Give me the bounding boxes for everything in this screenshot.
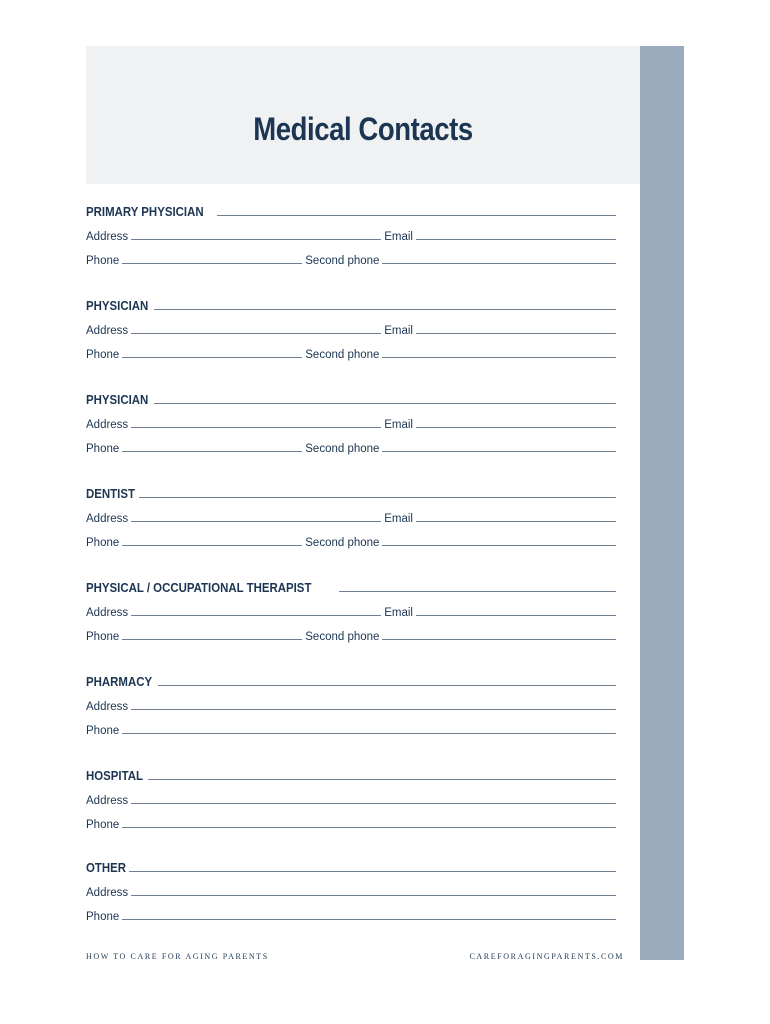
name-field[interactable]: [148, 779, 616, 780]
phone-field[interactable]: [122, 733, 616, 734]
section-primary-physician: [86, 196, 616, 268]
phone-field[interactable]: [122, 357, 302, 358]
address-field[interactable]: [131, 709, 616, 710]
section-heading: PHYSICAL / OCCUPATIONAL THERAPIST: [86, 580, 312, 595]
section-hospital: [86, 760, 616, 832]
email-label: Email: [384, 513, 413, 525]
section-heading: OTHER: [86, 860, 127, 875]
address-label: Address: [86, 795, 129, 807]
name-field[interactable]: [154, 403, 616, 404]
address-label: Address: [86, 513, 129, 525]
page-title: Medical Contacts: [253, 111, 473, 147]
phone-label: Phone: [86, 911, 120, 923]
phone-label: Phone: [86, 349, 120, 361]
email-field[interactable]: [416, 333, 616, 334]
phone-label: Phone: [86, 819, 120, 831]
section-physician-1: [86, 290, 616, 362]
address-field[interactable]: [131, 239, 381, 240]
name-field[interactable]: [158, 685, 616, 686]
second-phone-field[interactable]: [382, 451, 616, 452]
second-phone-label: Second phone: [305, 349, 380, 361]
section-heading: DENTIST: [86, 486, 135, 501]
phone-label: Phone: [86, 537, 120, 549]
phone-field[interactable]: [122, 545, 302, 546]
address-field[interactable]: [131, 895, 616, 896]
email-field[interactable]: [416, 521, 616, 522]
phone-label: Phone: [86, 255, 120, 267]
section-dentist: [86, 478, 616, 550]
second-phone-label: Second phone: [305, 631, 380, 643]
section-heading: HOSPITAL: [86, 768, 143, 783]
address-label: Address: [86, 419, 129, 431]
address-field[interactable]: [131, 615, 381, 616]
address-field[interactable]: [131, 521, 381, 522]
second-phone-label: Second phone: [305, 255, 380, 267]
second-phone-field[interactable]: [382, 639, 616, 640]
section-physician-2: [86, 384, 616, 456]
section-pharmacy: [86, 666, 616, 738]
phone-field[interactable]: [122, 263, 302, 264]
address-label: Address: [86, 325, 129, 337]
second-phone-label: Second phone: [305, 443, 380, 455]
phone-field[interactable]: [122, 827, 616, 828]
section-heading: PHYSICIAN: [86, 392, 149, 407]
email-label: Email: [384, 325, 413, 337]
email-label: Email: [384, 419, 413, 431]
email-field[interactable]: [416, 239, 616, 240]
email-label: Email: [384, 231, 413, 243]
sidebar-color-band: [640, 46, 684, 960]
address-label: Address: [86, 607, 129, 619]
name-field[interactable]: [139, 497, 616, 498]
address-field[interactable]: [131, 427, 381, 428]
phone-field[interactable]: [122, 639, 302, 640]
address-field[interactable]: [131, 333, 381, 334]
phone-label: Phone: [86, 725, 120, 737]
footer-website: CAREFORAGINGPARENTS.COM: [469, 952, 624, 961]
phone-label: Phone: [86, 631, 120, 643]
phone-label: Phone: [86, 443, 120, 455]
name-field[interactable]: [154, 309, 616, 310]
section-therapist: [86, 572, 616, 644]
name-field[interactable]: [129, 871, 617, 872]
phone-field[interactable]: [122, 451, 302, 452]
email-label: Email: [384, 607, 413, 619]
section-other: [86, 852, 616, 924]
second-phone-field[interactable]: [382, 545, 616, 546]
second-phone-field[interactable]: [382, 357, 616, 358]
email-field[interactable]: [416, 427, 616, 428]
second-phone-label: Second phone: [305, 537, 380, 549]
email-field[interactable]: [416, 615, 616, 616]
address-label: Address: [86, 701, 129, 713]
address-label: Address: [86, 887, 129, 899]
section-heading: PRIMARY PHYSICIAN: [86, 204, 204, 219]
name-field[interactable]: [217, 215, 616, 216]
section-heading: PHARMACY: [86, 674, 153, 689]
name-field[interactable]: [339, 591, 616, 592]
section-heading: PHYSICIAN: [86, 298, 149, 313]
footer-publication: HOW TO CARE FOR AGING PARENTS: [86, 952, 269, 961]
address-field[interactable]: [131, 803, 616, 804]
phone-field[interactable]: [122, 919, 616, 920]
second-phone-field[interactable]: [382, 263, 616, 264]
address-label: Address: [86, 231, 129, 243]
